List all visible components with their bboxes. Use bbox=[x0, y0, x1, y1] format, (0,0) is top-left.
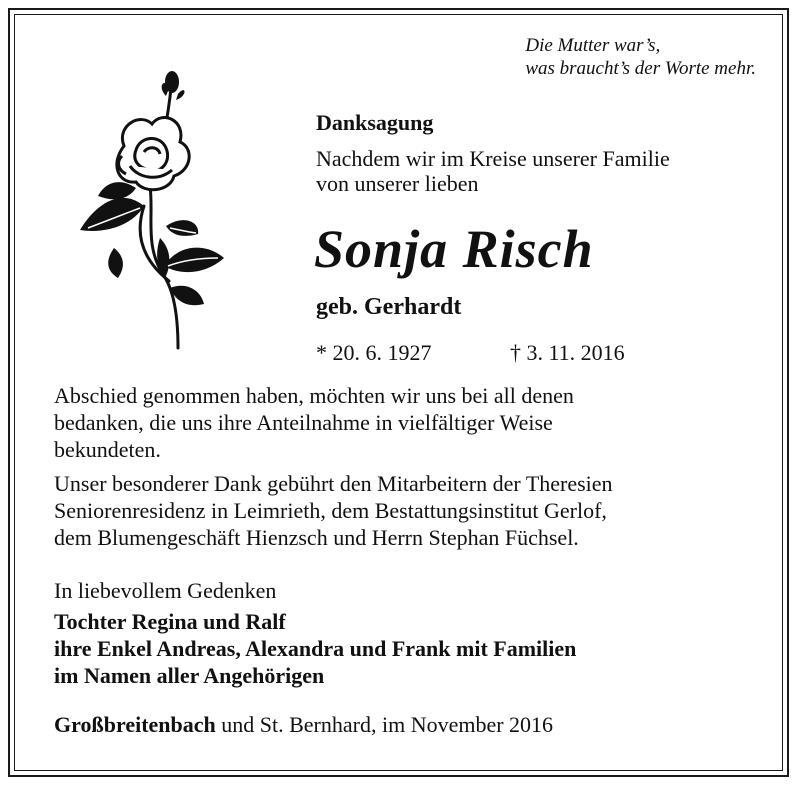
motto-line-1: Die Mutter war’s, bbox=[525, 35, 661, 56]
intro bbox=[316, 146, 670, 196]
paragraph-2-line-1: Unser besonderer Dank gebührt den Mitarbeitern der Theresien bbox=[54, 471, 613, 496]
place-rest: und St. Bernhard, im November 2016 bbox=[215, 712, 554, 737]
maiden-name: geb. Gerhardt bbox=[316, 294, 462, 320]
motto-line-2: was braucht’s der Worte mehr. bbox=[525, 58, 756, 79]
paragraph-1-line-2: bedanken, die uns ihre Anteilnahme in vielfältiger Weise bbox=[54, 410, 553, 435]
mourners-line-2: ihre Enkel Andreas, Alexandra und Frank mit Familien bbox=[54, 636, 577, 661]
rose-icon bbox=[74, 66, 234, 356]
death-date: † 3. 11. 2016 bbox=[510, 340, 625, 365]
place-date bbox=[54, 712, 553, 738]
mourners-line-3: im Namen aller Angehörigen bbox=[54, 663, 325, 688]
heading: Danksagung bbox=[316, 110, 434, 135]
mourners-line-1: Tochter Regina und Ralf bbox=[54, 609, 286, 634]
paragraph-2-line-3: dem Blumengeschäft Hienzsch und Herrn Stephan Füchsel. bbox=[54, 525, 579, 550]
mourners bbox=[54, 608, 576, 689]
intro-line-1: Nachdem wir im Kreise unserer Familie bbox=[316, 146, 670, 171]
paragraph-1-line-3: bekundeten. bbox=[54, 437, 161, 462]
intro-line-2: von unserer lieben bbox=[316, 171, 479, 196]
place-town: Großbreitenbach bbox=[54, 712, 216, 737]
deceased-name: Sonja Risch bbox=[314, 219, 594, 279]
paragraph-1-line-1: Abschied genommen haben, möchten wir uns bei all denen bbox=[54, 383, 574, 408]
paragraph-1 bbox=[54, 382, 754, 463]
paragraph-2 bbox=[54, 470, 754, 551]
birth-date: * 20. 6. 1927 bbox=[316, 340, 432, 365]
paragraph-2-line-2: Seniorenresidenz in Leimrieth, dem Bestattungsinstitut Gerlof, bbox=[54, 498, 607, 523]
closing-greeting: In liebevollem Gedenken bbox=[54, 578, 277, 603]
motto bbox=[525, 34, 756, 80]
